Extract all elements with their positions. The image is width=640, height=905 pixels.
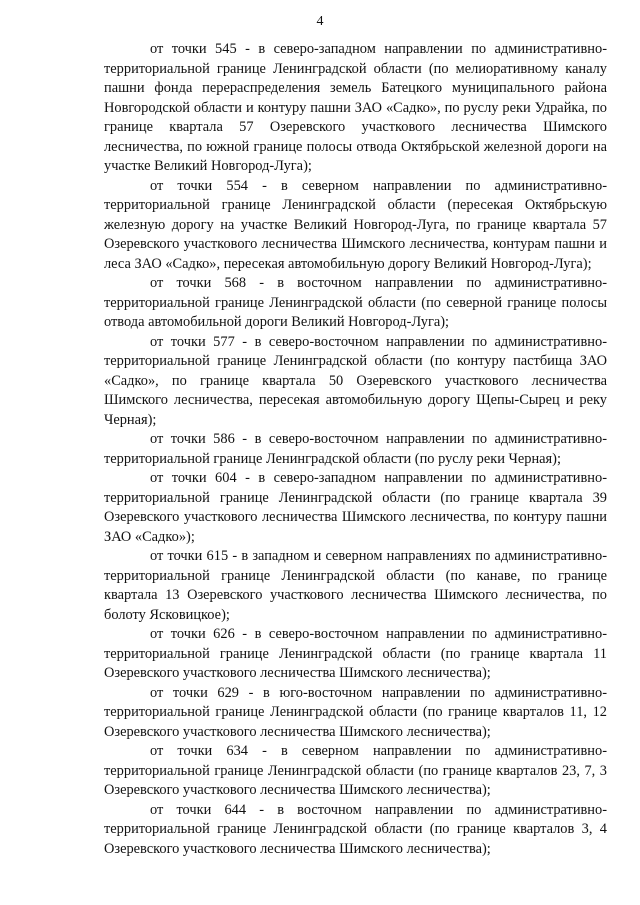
paragraph-point-577: от точки 577 - в северо-восточном направлении по административно-территориальной границе Ленинградской области (по контуру пастбища ЗАО «Садко», по границе квартала 50 Озеревского участкового лесничества Шимского лесничества, пересекая автомобильную дорогу Щепы-Сырец и реку Черная); <box>104 333 607 428</box>
paragraph-point-568: от точки 568 - в восточном направлении по административно-территориальной границе Ленинградской области (по северной границе полосы отвода автомобильной дороги Великий Новгород-Луга); <box>104 275 607 330</box>
page-number: 4 <box>316 14 324 29</box>
paragraph-point-586: от точки 586 - в северо-восточном направлении по административно-территориальной границе Ленинградской области (по руслу реки Черная); <box>104 431 607 467</box>
paragraph-point-615: от точки 615 - в западном и северном направлениях по административно-территориальной границе Ленинградской области (по канаве, по границе квартала 13 Озеревского участкового лесничества Шимского лесничества, по болоту Ясковицкое); <box>104 548 607 623</box>
paragraph-point-554: от точки 554 - в северном направлении по административно-территориальной границе Ленинградской области (пересекая Октябрьскую железную дорогу на участке Великий Новгород-Луга, по границе квартала 57 Озеревского участкового лесничества Шимского лесничества, контурам пашни и леса ЗАО «Садко», пересекая автомобильную дорогу Великий Новгород-Луга); <box>104 177 607 272</box>
paragraph-point-644: от точки 644 - в восточном направлении по административно-территориальной границе Ленинградской области (по границе кварталов 3, 4 Озеревского участкового лесничества Шимского лесничества); <box>104 801 607 857</box>
paragraph-point-634: от точки 634 - в северном направлении по административно-территориальной границе Ленинградской области (по границе кварталов 23, 7, 3 Озеревского участкового лесничества Шимского лесничества); <box>104 743 607 798</box>
paragraph-point-626: от точки 626 - в северо-восточном направлении по административно-территориальной границе Ленинградской области (по границе квартала 11 Озеревского участкового лесничества Шимского лесничества); <box>104 626 607 681</box>
document-body <box>104 40 607 859</box>
paragraph-point-604: от точки 604 - в северо-западном направлении по административно-территориальной границе Ленинградской области (по границе квартала 39 Озеревского участкового лесничества Шимского лесничества, по контуру пашни ЗАО «Садко»); <box>104 470 607 545</box>
paragraph-point-545: от точки 545 - в северо-западном направлении по административно-территориальной границе Ленинградской области (по мелиоративному каналу пашни фонда перераспределения земель Батецкого муниципального района Новгородской области и контуру пашни ЗАО «Садко», по руслу реки Удрайка, по границе квартала 57 Озеревского участкового лесничества Шимского лесничества, по южной границе полосы отвода Октябрьской железной дороги на участке Великий Новгород-Луга); <box>104 41 607 174</box>
paragraph-point-629: от точки 629 - в юго-восточном направлении по административно-территориальной границе Ленинградской области (по границе кварталов 11, 12 Озеревского участкового лесничества Шимского лесничества); <box>104 684 607 740</box>
